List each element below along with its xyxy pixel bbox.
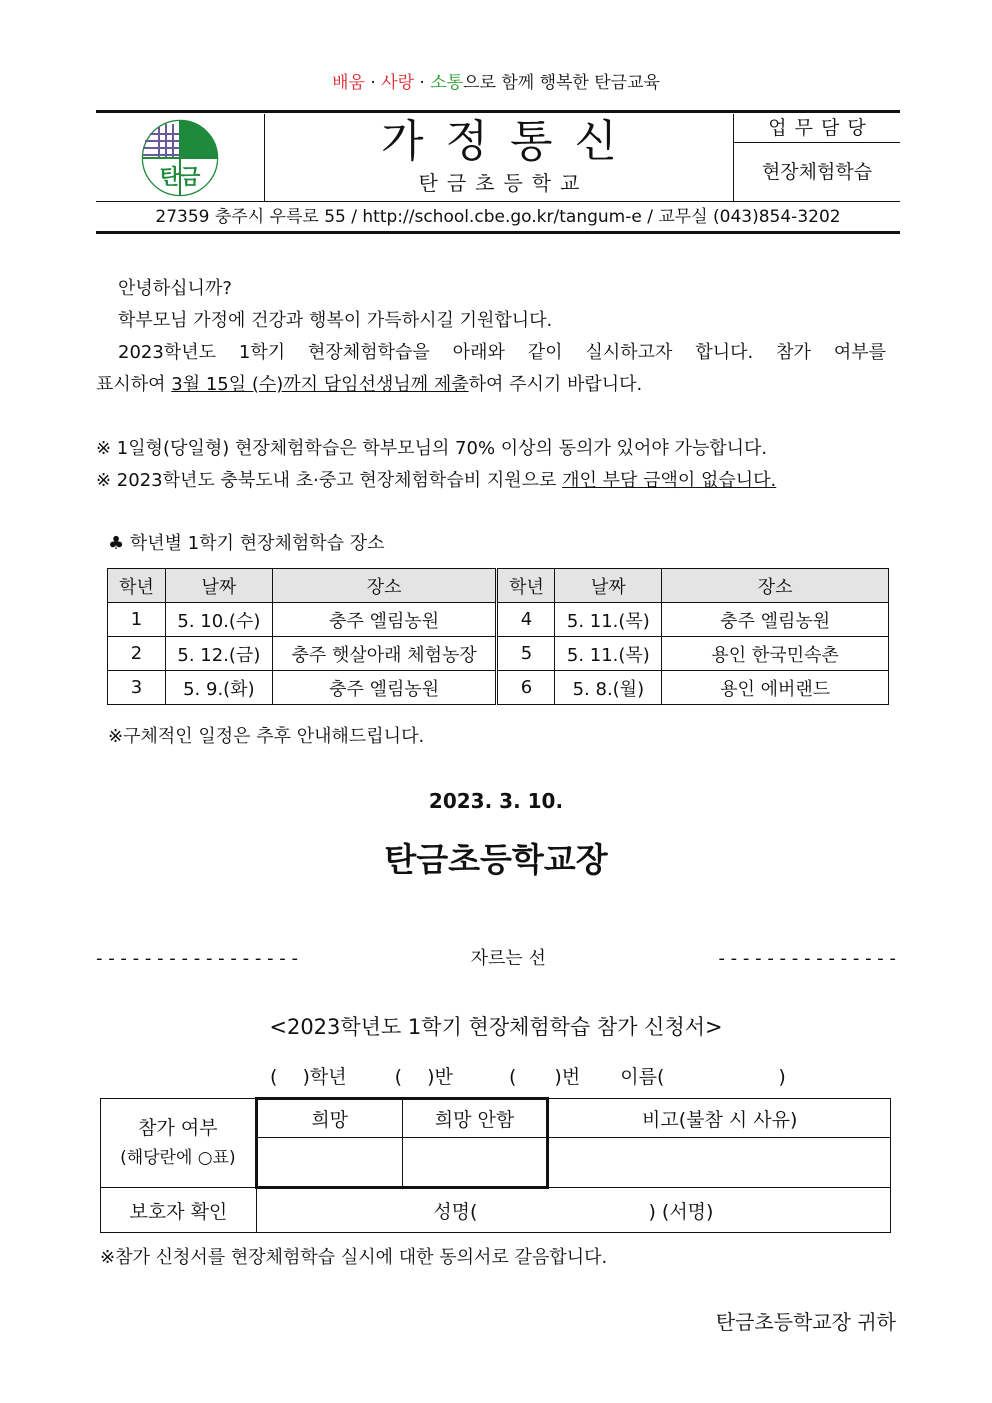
not-want-check-cell[interactable]: [402, 1138, 548, 1188]
note-2-prefix: ※ 2023학년도 충북도내 초·중고 현장체험학습비 지원으로: [96, 470, 563, 491]
application-table: [100, 1097, 891, 1233]
student-info-line: [270, 1063, 890, 1091]
grade-field: ( )학년: [270, 1066, 347, 1088]
table-row: [108, 603, 889, 637]
note-1: ※ 1일형(당일형) 현장체험학습은 학부모님의 70% 이상의 동의가 있어야 가능합니다.: [96, 438, 768, 459]
table-cell: 용인 에버랜드: [662, 671, 889, 705]
guardian-sign-cell[interactable]: 성명( ) (서명): [256, 1188, 890, 1233]
note-2: [96, 468, 886, 494]
slogan-word-learning: 배움: [332, 73, 365, 93]
slogan-word-love: 사랑: [381, 73, 414, 93]
header-bottom-rule: [96, 231, 900, 234]
deadline-text: 3월 15일 (수)까지 담임선생님께 제출: [171, 374, 469, 395]
header-top-rule: [96, 110, 900, 113]
header-mid-rule: [96, 201, 900, 202]
table-row: [108, 637, 889, 671]
header-cell: 장소: [662, 569, 889, 603]
wish-text: 학부모님 가정에 건강과 행복이 가득하시길 기원합니다.: [118, 310, 553, 331]
table-row: [108, 671, 889, 705]
table-cell: 1: [108, 603, 166, 637]
table-cell: 6: [497, 671, 555, 705]
intro-line-2: [96, 372, 886, 398]
schedule-table: [107, 568, 889, 705]
school-name: 탄금초등학교: [418, 171, 589, 195]
principal-signature: 탄금초등학교장: [384, 840, 608, 879]
table-cell: 4: [497, 603, 555, 637]
note-header: 비고(불참 시 사유): [548, 1099, 891, 1138]
table-cell: 용인 한국민속촌: [662, 637, 889, 671]
number-field: ( )번: [509, 1066, 581, 1088]
application-footnote: ※참가 신청서를 현장체험학습 실시에 대한 동의서로 갈음합니다.: [100, 1247, 608, 1268]
slogan-word-communication: 소통: [430, 73, 464, 93]
school-address: 27359 충주시 우륵로 55 / http://school.cbe.go.kr/tangum-e / 교무실 (043)854-3202: [155, 207, 841, 227]
table-cell: 충주 햇살아래 체험농장: [272, 637, 497, 671]
header-cell: 학년: [497, 569, 555, 603]
table-cell: 5. 10.(수): [165, 603, 272, 637]
school-logo: [140, 118, 220, 198]
note-input-cell[interactable]: [548, 1138, 891, 1188]
table-cell: 충주 엘림농원: [272, 603, 497, 637]
addressee: 탄금초등학교장 귀하: [715, 1310, 896, 1334]
no-cost-text: 개인 부담 금액이 없습니다.: [562, 470, 777, 491]
table-cell: 충주 엘림농원: [662, 603, 889, 637]
participation-hint: (해당란에 ○표): [120, 1148, 236, 1168]
slogan-rest: 으로 함께 행복한 탄금교육: [463, 73, 660, 93]
table-cell: 3: [108, 671, 166, 705]
header-cell: 학년: [108, 569, 166, 603]
table-cell: 5: [497, 637, 555, 671]
participation-label-cell: [101, 1099, 257, 1188]
slogan: [0, 68, 992, 93]
cut-line: [96, 946, 896, 972]
class-field: ( )반: [394, 1066, 453, 1088]
cut-line-dashes-left: - - - - - - - - - - - - - - - - -: [96, 948, 298, 969]
table-cell: 5. 9.(화): [165, 671, 272, 705]
table-cell: 2: [108, 637, 166, 671]
want-check-cell[interactable]: [256, 1138, 402, 1188]
header-cell: 장소: [272, 569, 497, 603]
not-want-header: 희망 안함: [402, 1099, 548, 1138]
issue-date: 2023. 3. 10.: [428, 789, 564, 813]
slogan-separator: ·: [364, 73, 382, 93]
want-header: 희망: [256, 1099, 402, 1138]
slogan-separator: ·: [414, 73, 431, 93]
schedule-heading: ♣ 학년별 1학기 현장체험학습 장소: [108, 533, 385, 554]
table-cell: 5. 12.(금): [165, 637, 272, 671]
header-cell: 날짜: [555, 569, 662, 603]
page-title: 가정통신: [380, 116, 639, 167]
cut-line-label: 자르는 선: [470, 948, 546, 969]
application-title: <2023학년도 1학기 현장체험학습 참가 신청서>: [269, 1015, 723, 1039]
cut-line-dashes-right: - - - - - - - - - - - - - - -: [718, 948, 896, 969]
table-cell: 5. 8.(월): [555, 671, 662, 705]
header-cell: 날짜: [165, 569, 272, 603]
intro-suffix: 하여 주시기 바랍니다.: [468, 374, 643, 395]
school-logo-icon: [140, 118, 220, 198]
table-cell: 5. 11.(목): [555, 603, 662, 637]
participation-label: 참가 여부: [138, 1117, 218, 1139]
role-label: 업무담당: [768, 117, 874, 139]
table-header-row: [108, 569, 889, 603]
table-cell: 충주 엘림농원: [272, 671, 497, 705]
logo-text: 탄금: [159, 165, 201, 189]
intro-prefix: 표시하여: [96, 374, 172, 395]
greeting: 안녕하십니까?: [118, 278, 232, 299]
schedule-footnote: ※구체적인 일정은 추후 안내해드립니다.: [108, 726, 425, 747]
guardian-label: 보호자 확인: [101, 1188, 257, 1233]
intro-line-1: 2023학년도 1학기 현장체험학습을 아래와 같이 실시하고자 합니다. 참가 여부를: [118, 342, 886, 363]
name-field: 이름( ): [620, 1066, 786, 1088]
department: 현장체험학습: [761, 161, 873, 183]
table-cell: 5. 11.(목): [555, 637, 662, 671]
